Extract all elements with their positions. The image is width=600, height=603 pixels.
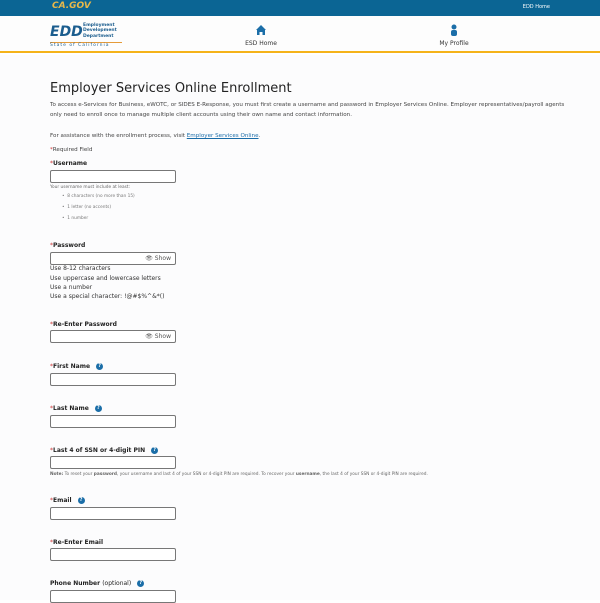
employer-services-online-link[interactable]: Employer Services Online bbox=[186, 133, 259, 139]
asterisk: * bbox=[50, 363, 53, 370]
nav-esd-home[interactable] bbox=[240, 24, 282, 47]
home-icon bbox=[255, 24, 267, 36]
person-icon bbox=[448, 24, 460, 36]
label-text: Last Name bbox=[53, 405, 89, 412]
password-input[interactable] bbox=[50, 252, 176, 265]
last-name-label bbox=[50, 405, 102, 412]
asterisk: * bbox=[50, 160, 53, 167]
show-password-toggle[interactable] bbox=[145, 333, 171, 340]
edd-logo-subtitle bbox=[83, 23, 117, 39]
edd-logo-text: EDD bbox=[50, 24, 83, 40]
email-label bbox=[50, 497, 85, 504]
help-icon[interactable]: ? bbox=[137, 580, 144, 587]
label-text: First Name bbox=[53, 363, 91, 370]
username-rule: • 8 characters (no more than 15) bbox=[62, 194, 135, 199]
eye-icon: 👁 bbox=[145, 333, 153, 340]
reenter-email-label bbox=[50, 539, 103, 546]
required-note bbox=[50, 145, 570, 155]
password-rule: Use a number bbox=[50, 284, 93, 291]
label-text: Username bbox=[53, 160, 88, 167]
ssn-input[interactable] bbox=[50, 456, 176, 469]
rule-text: 1 number bbox=[67, 216, 89, 221]
assist-text bbox=[50, 131, 570, 141]
nav-bar bbox=[0, 16, 600, 53]
note-prefix: Note: bbox=[50, 472, 64, 477]
password-rule: Use uppercase and lowercase letters bbox=[50, 275, 161, 282]
top-bar bbox=[0, 0, 600, 16]
label-text: Last 4 of SSN or 4-digit PIN bbox=[53, 447, 146, 454]
phone-input[interactable] bbox=[50, 590, 176, 603]
nav-my-profile[interactable] bbox=[434, 24, 474, 47]
password-rule: Use 8-12 characters bbox=[50, 265, 111, 272]
help-icon[interactable]: ? bbox=[78, 497, 85, 504]
asterisk: * bbox=[50, 405, 53, 412]
last-name-input[interactable] bbox=[50, 415, 176, 428]
first-name-label bbox=[50, 363, 103, 370]
intro-text: To access e-Services for Business, eWOTC, or SIDES E-Response, you must first create a username and password in Employer Services Online. Employer representatives/payroll agents only need to enroll once to manage multiple client accounts using their own name and contact information. bbox=[50, 102, 565, 118]
nav-label: ESD Home bbox=[245, 40, 277, 47]
rule-text: 8 characters (no more than 15) bbox=[67, 194, 135, 199]
asterisk: * bbox=[50, 497, 53, 504]
asterisk: * bbox=[50, 539, 53, 546]
ca-gov-logo[interactable] bbox=[52, 1, 91, 11]
asterisk: * bbox=[50, 147, 53, 153]
asterisk: * bbox=[50, 321, 53, 328]
label-text: Phone Number bbox=[50, 580, 101, 587]
nav-label: My Profile bbox=[439, 40, 469, 47]
phone-label bbox=[50, 580, 144, 587]
required-note-text: Required Field bbox=[52, 147, 93, 153]
username-rule: • 1 letter (no accents) bbox=[62, 205, 112, 210]
help-icon[interactable]: ? bbox=[151, 447, 158, 454]
username-hint: Your username must include at least: bbox=[50, 185, 131, 190]
page-title: Employer Services Online Enrollment bbox=[50, 81, 292, 96]
label-text: Email bbox=[53, 497, 72, 504]
edd-home-link[interactable]: EDD Home bbox=[522, 4, 550, 10]
username-input[interactable] bbox=[50, 170, 176, 183]
asterisk: * bbox=[50, 447, 53, 454]
username-label bbox=[50, 160, 87, 167]
label-text: Password bbox=[53, 242, 86, 249]
note-text: , your username and last 4 of your SSN or 4-digit PIN are required. To recover your bbox=[117, 472, 296, 477]
asterisk: * bbox=[50, 242, 53, 249]
logo-line: Development bbox=[83, 28, 117, 34]
username-rule: • 1 number bbox=[62, 216, 89, 221]
note-bold: password bbox=[93, 472, 117, 477]
optional-text: (optional) bbox=[102, 580, 132, 587]
email-input[interactable] bbox=[50, 507, 176, 520]
label-text: Re-Enter Password bbox=[53, 321, 117, 328]
help-icon[interactable]: ? bbox=[95, 405, 102, 412]
password-label bbox=[50, 242, 85, 249]
assist-prefix: For assistance with the enrollment process, visit bbox=[50, 133, 187, 139]
assist-end: . bbox=[258, 133, 261, 139]
edd-logo[interactable] bbox=[50, 23, 122, 48]
show-password-toggle[interactable] bbox=[145, 255, 171, 262]
first-name-input[interactable] bbox=[50, 373, 176, 386]
password-rule: Use a special character: !@#$%^&*() bbox=[50, 293, 165, 300]
note-text: To reset your bbox=[63, 472, 94, 477]
show-label: Show bbox=[154, 255, 171, 262]
rule-text: 1 letter (no accents) bbox=[67, 205, 112, 210]
recovery-note bbox=[50, 472, 428, 477]
logo-state: State of California bbox=[50, 42, 122, 48]
note-bold: username bbox=[295, 472, 320, 477]
reenter-password-label bbox=[50, 321, 117, 328]
reenter-email-input[interactable] bbox=[50, 548, 176, 561]
show-label: Show bbox=[154, 333, 171, 340]
reenter-password-input[interactable] bbox=[50, 330, 176, 343]
logo-line: Department bbox=[83, 33, 114, 39]
eye-icon: 👁 bbox=[145, 255, 153, 262]
logo-line: Employment bbox=[83, 23, 115, 28]
help-icon[interactable]: ? bbox=[96, 363, 103, 370]
note-text: , the last 4 of your SSN or 4-digit PIN are required. bbox=[319, 472, 428, 477]
label-text: Re-Enter Email bbox=[53, 539, 104, 546]
ssn-label bbox=[50, 447, 158, 454]
ca-gov-logo-text: CA.GOV bbox=[52, 1, 91, 11]
